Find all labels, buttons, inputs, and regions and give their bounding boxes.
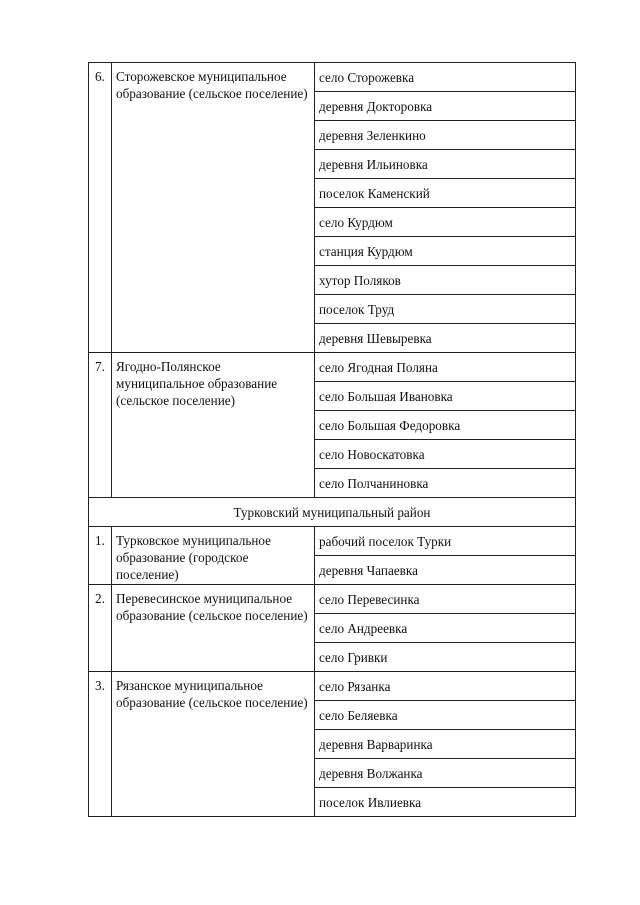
municipality-name: Рязанское муниципальное образование (сельское поселение) <box>112 672 315 817</box>
settlement-name: село Андреевка <box>315 614 576 643</box>
settlement-name: деревня Варваринка <box>315 730 576 759</box>
settlement-name: поселок Каменский <box>315 179 576 208</box>
municipality-number: 7. <box>89 353 112 498</box>
table-row <box>89 585 576 614</box>
settlement-name: село Беляевка <box>315 701 576 730</box>
district-title: Турковский муниципальный район <box>89 498 576 527</box>
settlement-name: село Сторожевка <box>315 63 576 92</box>
table-row <box>89 527 576 556</box>
settlement-name: село Большая Ивановка <box>315 382 576 411</box>
table-row <box>89 353 576 382</box>
settlement-name: село Гривки <box>315 643 576 672</box>
settlement-name: село Новоскатовка <box>315 440 576 469</box>
settlement-name: деревня Шевыревка <box>315 324 576 353</box>
settlement-name: деревня Зеленкино <box>315 121 576 150</box>
settlement-name: хутор Поляков <box>315 266 576 295</box>
settlement-name: село Ягодная Поляна <box>315 353 576 382</box>
settlement-name: деревня Волжанка <box>315 759 576 788</box>
settlement-name: деревня Ильиновка <box>315 150 576 179</box>
settlement-name: село Перевесинка <box>315 585 576 614</box>
settlement-name: село Курдюм <box>315 208 576 237</box>
settlement-name: деревня Докторовка <box>315 92 576 121</box>
district-row <box>89 498 576 527</box>
settlement-name: село Большая Федоровка <box>315 411 576 440</box>
table-row <box>89 63 576 92</box>
settlement-name: станция Курдюм <box>315 237 576 266</box>
settlement-name: поселок Труд <box>315 295 576 324</box>
table-row <box>89 672 576 701</box>
table-body <box>89 63 576 817</box>
municipalities-table <box>88 62 576 817</box>
settlement-name: село Полчаниновка <box>315 469 576 498</box>
municipality-name: Турковское муниципальное образование (городское поселение) <box>112 527 315 585</box>
municipality-name: Сторожевское муниципальное образование (сельское поселение) <box>112 63 315 353</box>
settlement-name: село Рязанка <box>315 672 576 701</box>
municipality-number: 3. <box>89 672 112 817</box>
settlement-name: поселок Ивлиевка <box>315 788 576 817</box>
settlement-name: деревня Чапаевка <box>315 556 576 585</box>
municipality-name: Ягодно-Полянское муниципальное образование (сельское поселение) <box>112 353 315 498</box>
municipality-number: 2. <box>89 585 112 672</box>
municipality-name: Перевесинское муниципальное образование (сельское поселение) <box>112 585 315 672</box>
settlement-name: рабочий поселок Турки <box>315 527 576 556</box>
municipality-number: 1. <box>89 527 112 585</box>
municipality-number: 6. <box>89 63 112 353</box>
